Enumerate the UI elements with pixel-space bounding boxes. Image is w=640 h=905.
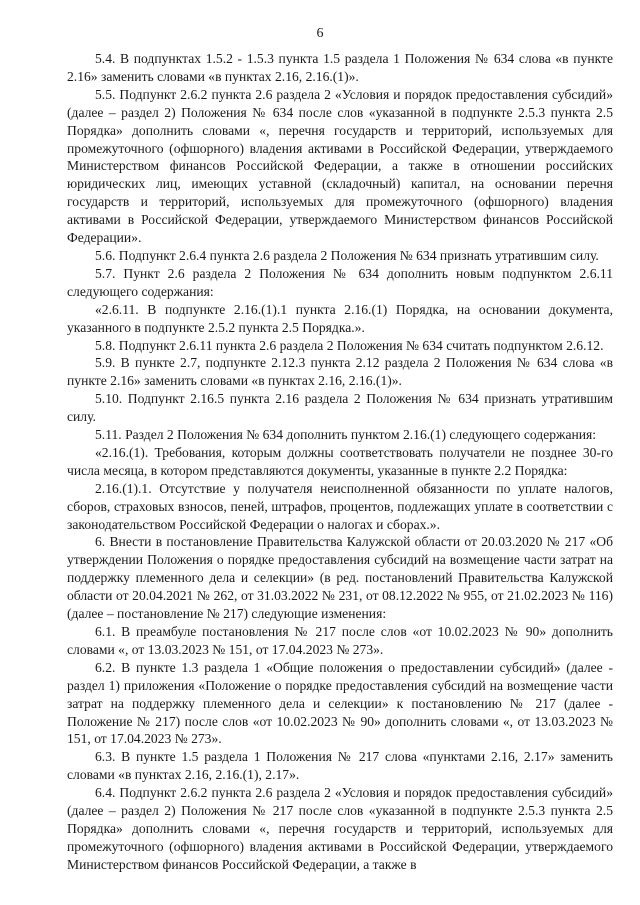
paragraph-5-11: 5.11. Раздел 2 Положения № 634 дополнить пунктом 2.16.(1) следующего содержания: xyxy=(95,427,597,443)
paragraph-5-7: 5.7. Пункт 2.6 раздела 2 Положения № 634 дополнить новым подпунктом 2.6.11 следующего содержания: xyxy=(67,265,613,299)
paragraph-2-16-1-1: 2.16.(1).1. Отсутствие у получателя неисполненной обязанности по уплате налогов, сборов, страховых взносов, пеней, штрафов, процентов, подлежащих уплате в соответствии с законодательством Российской Федерации о налогах и сборах.». xyxy=(67,480,613,532)
paragraph-2-16-1-quote: «2.16.(1). Требования, которым должны соответствовать получатели не позднее 30-го числа месяца, в котором представляются документы, указанные в пункте 2.2 Порядка: xyxy=(67,444,613,478)
page-number: 6 xyxy=(316,26,324,41)
document-body xyxy=(67,50,613,874)
paragraph-6-1: 6.1. В преамбуле постановления № 217 после слов «от 10.02.2023 № 90» дополнить словами «, от 13.03.2023 № 151, от 17.04.2023 № 273». xyxy=(67,624,613,657)
paragraph-6-3: 6.3. В пункте 1.5 раздела 1 Положения № 217 слова «пунктами 2.16, 2.17» заменить словами «в пунктах 2.16, 2.16.(1), 2.17». xyxy=(67,749,613,783)
paragraph-6-2: 6.2. В пункте 1.3 раздела 1 «Общие положения о предоставлении субсидий» (далее - раздел 1) приложения «Положение о порядке предоставления субсидий на возмещение части затрат на поддержку племенного дела и селекции» к постановлению № 217 (далее - Положение № 217) после слов «от 10.02.2023 № 90» дополнить словами «, от 13.03.2023 № 151, от 17.04.2023 № 273». xyxy=(67,659,613,747)
paragraph-6: 6. Внести в постановление Правительства Калужской области от 20.03.2020 № 217 «Об утверждении Положения о порядке предоставления субсидий на возмещение части затрат на поддержку племенного дела и селекции» (в ред. постановлений Правительства Калужской области от 20.04.2021 № 262, от 31.03.2022 № 231, от 08.12.2022 № 955, от 21.02.2023 № 116) (далее – постановление № 217) следующие изменения: xyxy=(67,534,613,622)
paragraph-2-6-11-quote: «2.6.11. В подпункте 2.16.(1).1 пункта 2.16.(1) Порядка, на основании документа, указанного в подпункте 2.5.2 пункта 2.5 Порядка.». xyxy=(67,301,613,335)
paragraph-5-4: 5.4. В подпунктах 1.5.2 - 1.5.3 пункта 1.5 раздела 1 Положения № 634 слова «в пункте 2.16» заменить словами «в пунктах 2.16, 2.16.(1)». xyxy=(67,51,613,84)
paragraph-5-5: 5.5. Подпункт 2.6.2 пункта 2.6 раздела 2 «Условия и порядок предоставления субсидий» (далее – раздел 2) Положения № 634 после слов «указанной в подпункте 2.5.3 пункта 2.5 Порядка» дополнить словами «, перечня государств и территорий, используемых для промежуточного (офшорного) владения активами в Российской Федерации, утверждаемого Министерством финансов Российской Федерации, а также в отношении российских юридических лиц, имеющих уставной (складочный) капитал, на основании перечня государств и территорий, используемых для промежуточного (офшорного) владения активами в Российской Федерации, утверждаемого Министерством финансов Российской Федерации». xyxy=(67,86,613,246)
paragraph-5-8: 5.8. Подпункт 2.6.11 пункта 2.6 раздела 2 Положения № 634 считать подпунктом 2.6.12. xyxy=(95,337,604,353)
paragraph-5-9: 5.9. В пункте 2.7, подпункте 2.12.3 пункта 2.12 раздела 2 Положения № 634 слова «в пункте 2.16» заменить словами «в пунктах 2.16, 2.16.(1)». xyxy=(67,355,613,389)
paragraph-6-4: 6.4. Подпункт 2.6.2 пункта 2.6 раздела 2 «Условия и порядок предоставления субсидий» (далее – раздел 2) Положения № 217 после слов «указанной в подпункте 2.5.3 пункта 2.5 Порядка» дополнить словами «, перечня государств и территорий, используемых для промежуточного (офшорного) владения активами в Российской Федерации, утверждаемого Министерством финансов Российской Федерации, а также в xyxy=(67,785,613,872)
paragraph-5-6: 5.6. Подпункт 2.6.4 пункта 2.6 раздела 2 Положения № 634 признать утратившим силу. xyxy=(95,247,599,263)
paragraph-5-10: 5.10. Подпункт 2.16.5 пункта 2.16 раздела 2 Положения № 634 признать утратившим силу. xyxy=(67,391,613,425)
